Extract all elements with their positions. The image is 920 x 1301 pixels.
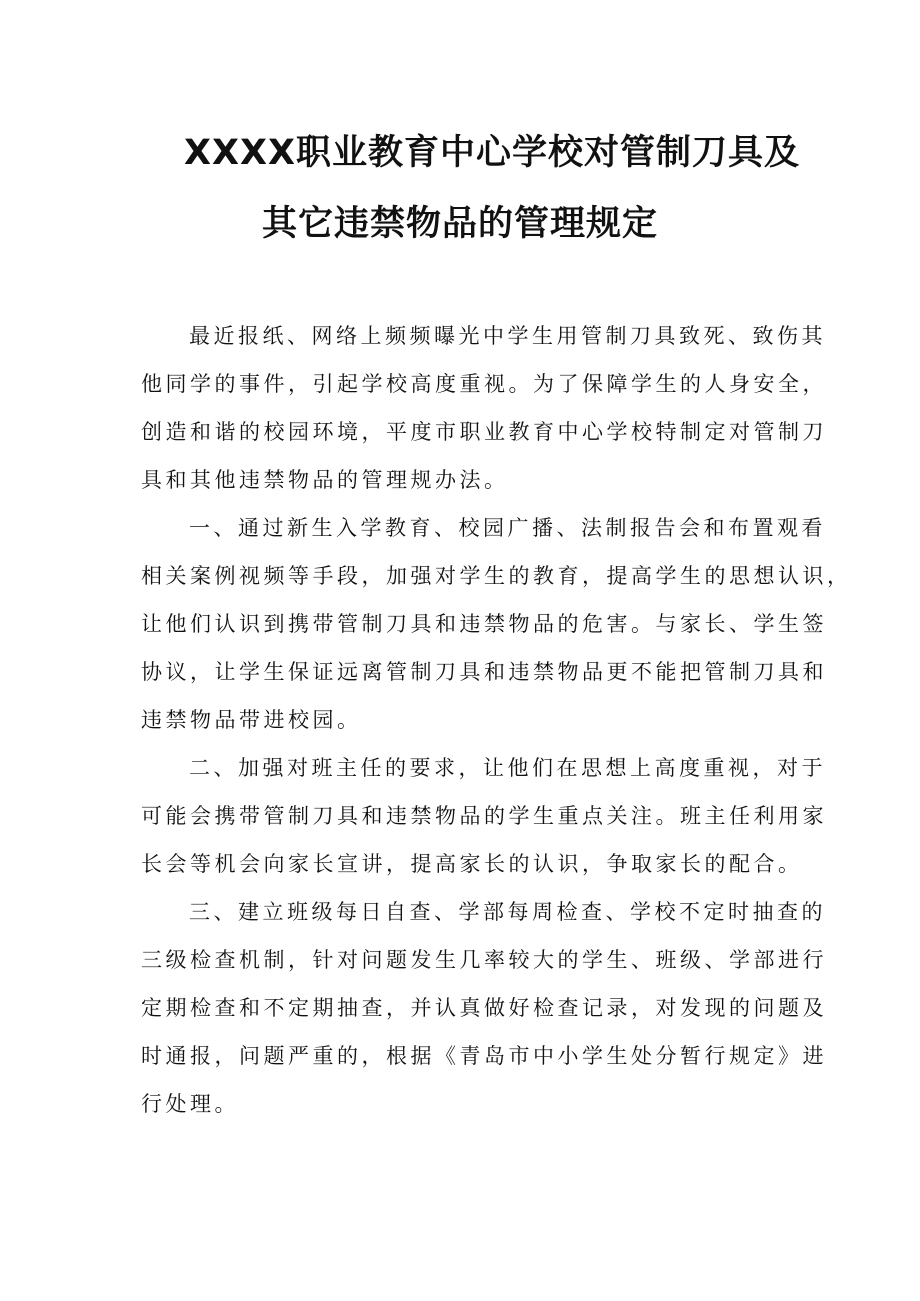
- paragraph-intro: [141, 312, 827, 504]
- document-title-line-2: 其它违禁物品的管理规定: [261, 204, 658, 244]
- paragraph-line: 可能会携带管制刀具和违禁物品的学生重点关注。班主任利用家: [141, 804, 827, 828]
- paragraph-item-3: [141, 888, 827, 1128]
- paragraph-line: 一、通过新生入学教育、校园广播、法制报告会和布置观看: [189, 516, 826, 540]
- paragraph-line: 长会等机会向家长宣讲，提高家长的认识，争取家长的配合。: [141, 852, 803, 876]
- paragraph-line: 时通报，问题严重的，根据《青岛市中小学生处分暂行规定》进: [141, 1044, 827, 1068]
- paragraph-line: 协议，让学生保证远离管制刀具和违禁物品更不能把管制刀具和: [141, 660, 827, 684]
- paragraph-line: 具和其他违禁物品的管理规办法。: [141, 468, 509, 492]
- paragraph-item-2: [141, 744, 827, 888]
- paragraph-line: 违禁物品带进校园。: [141, 708, 362, 732]
- paragraph-line: 相关案例视频等手段，加强对学生的教育，提高学生的思想认识，: [141, 564, 852, 588]
- paragraph-line: 行处理。: [141, 1092, 239, 1116]
- paragraph-line: 定期检查和不定期抽查，并认真做好检查记录，对发现的问题及: [141, 996, 827, 1020]
- paragraph-line: 二、加强对班主任的要求，让他们在思想上高度重视，对于: [189, 756, 826, 780]
- paragraph-line: 三、建立班级每日自查、学部每周检查、学校不定时抽查的: [189, 900, 826, 924]
- paragraph-line: 三级检查机制，针对问题发生几率较大的学生、班级、学部进行: [141, 948, 827, 972]
- paragraph-line: 最近报纸、网络上频频曝光中学生用管制刀具致死、致伤其: [189, 324, 826, 348]
- paragraph-line: 他同学的事件，引起学校高度重视。为了保障学生的人身安全，: [141, 372, 827, 396]
- paragraph-item-1: [141, 504, 852, 744]
- paragraph-line: 让他们认识到携带管制刀具和违禁物品的危害。与家长、学生签: [141, 612, 827, 636]
- document-title-line-1: XXXX职业教育中心学校对管制刀具及: [184, 133, 800, 173]
- paragraph-line: 创造和谐的校园环境，平度市职业教育中心学校特制定对管制刀: [141, 420, 827, 444]
